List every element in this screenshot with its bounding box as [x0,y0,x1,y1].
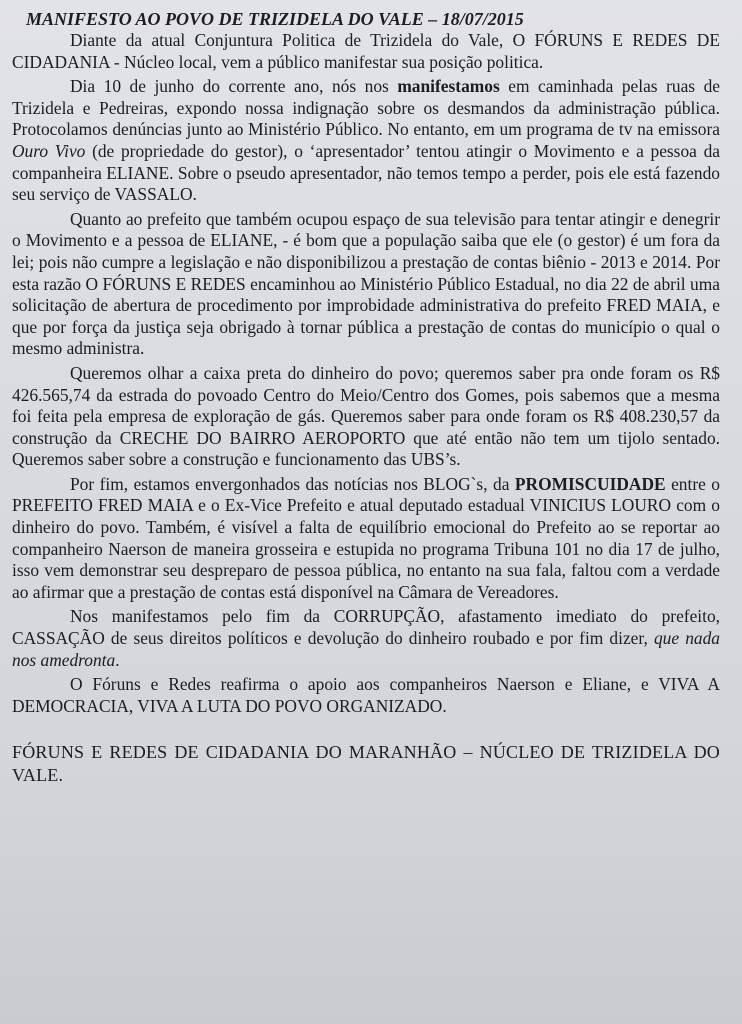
paragraph-demands-text-c: . [115,649,120,670]
paragraph-blogs-text-a: Por fim, estamos envergonhados das notícias nos BLOG`s, da [70,473,515,494]
paragraph-blogs-bold-word: PROMISCUIDADE [514,473,666,494]
paragraph-demands-text-a: Nos manifestamos pelo fim da CORRUPÇÃO, afastamento imediato do prefeito, CASSAÇÃO de seus direitos políticos e devolução do dinheiro roubado e por fim dizer, [12,606,720,649]
paragraph-march-text-c: em caminhada pelas ruas de Trizidela e Pedreiras, expondo nossa indignação sobre os desmandos da administração pública. Protocolamos denúncias junto ao Ministério Público. No entanto, em um programa de tv na emissora [12,76,720,140]
paragraph-demands-italic: que nada nos amedronta [12,628,720,670]
paragraph-money: Queremos olhar a caixa preta do dinheiro do povo; queremos saber pra onde foram os R$ 426.565,74 da estrada do povoado Centro do Meio/Centro dos Gomes, pois sabemos que a mesma foi feita pela empresa de exploração de gás. Queremos saber para onde foram os R$ 408.230,57 da construção da CRECHE DO BAIRRO AEROPORTO que até então não tem um tijolo sentado. Queremos saber sobre a construção e funcionamento das UBS’s. [12,362,720,470]
paragraph-march [12,76,720,206]
paragraph-march-text-e: (de propriedade do gestor), o ‘apresentador’ tentou atingir o Movimento e a pessoa da companheira ELIANE. Sobre o pseudo apresentador, não temos tempo a perder, pois ele está fazendo seu serviço de VASSALO. [12,140,720,205]
paragraph-march-bold-word: manifestamos [397,76,500,97]
paragraph-intro: Diante da atual Conjuntura Politica de Trizidela do Vale, O FÓRUNS E REDES DE CIDADANIA - Núcleo local, vem a público manifestar sua posição politica. [12,30,720,72]
paragraph-demands [12,606,720,671]
paragraph-blogs [12,474,720,604]
signature-block: FÓRUNS E REDES DE CIDADANIA DO MARANHÃO – NÚCLEO DE TRIZIDELA DO VALE. [12,742,720,785]
document-title: MANIFESTO AO POVO DE TRIZIDELA DO VALE – 18/07/2015 [26,9,524,29]
paragraph-mayor: Quanto ao prefeito que também ocupou espaço de sua televisão para tentar atingir e denegrir o Movimento e a pessoa de ELIANE, - é bom que a população saiba que ele (o gestor) é um fora da lei; pois não cumpre a legislação e não disponibilizou a prestação de contas biênio - 2013 e 2014. Por esta razão O FÓRUNS E REDES encaminhou ao Ministério Público Estadual, no dia 22 de abril uma solicitação de abertura de procedimento por improbidade administrativa do prefeito FRED MAIA, e que por força da justiça seja obrigado à tornar pública a prestação de contas do município o qual o mesmo administra. [12,208,720,359]
paragraph-blogs-text-c: entre o PREFEITO FRED MAIA e o Ex-Vice Prefeito e atual deputado estadual VINICIUS LOURO com o dinheiro do povo. Também, é visível a falta de equilíbrio emocional do Prefeito ao se reportar ao companheiro Naerson de maneira grosseira e estupida no programa Tribuna 101 no dia 17 de julho, isso vem demonstrar seu despreparo de pessoa pública, no entanto na sua fala, faltou com a verdade ao afirmar que a prestação de contas está disponível na Câmara de Vereadores. [12,473,720,602]
paragraph-march-text-a: Dia 10 de junho do corrente ano, nós nos [70,76,398,97]
paragraph-march-tv-name: Ouro Vivo [12,140,86,161]
paragraph-support: O Fóruns e Redes reafirma o apoio aos companheiros Naerson e Eliane, e VIVA A DEMOCRACIA, VIVA A LUTA DO POVO ORGANIZADO. [12,674,720,716]
